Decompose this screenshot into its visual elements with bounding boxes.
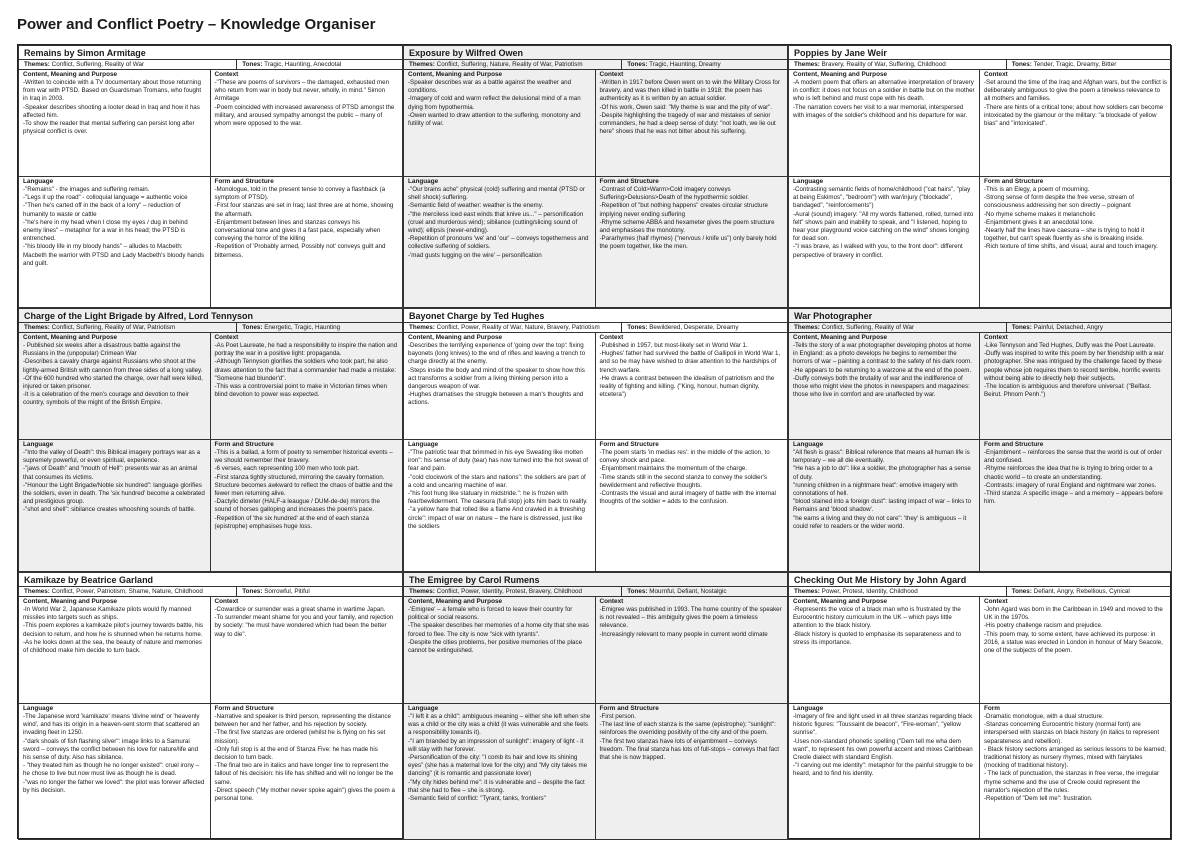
- tones: [237, 60, 402, 69]
- tones-value: Painful, Detached, Angry: [1033, 324, 1103, 331]
- cell-heading: Content, Meaning and Purpose: [23, 598, 118, 605]
- poem-meta: [19, 587, 402, 597]
- cell-text: -Imagery of fire and light used in all three stanzas regarding black historic figures: "Toussaint de beacon", "Fire-woman", "yellow sunrise". -Uses non-standard phonetic spelling ("Dem tell me wha dem want", to represent his own powerful accent and mixes Caribbean Creole dialect with standard English. -"I carving out me identity": metaphor for the painful struggle to be heard, and to find his identity.: [793, 713, 973, 778]
- themes-label: Themes:: [794, 324, 820, 331]
- cell-heading: Form and Structure: [214, 705, 274, 712]
- cell-text: -As Poet Laureate, he had a responsibility to inspire the nation and portray the war in a positive light: propaganda. -Although Tennyson glorifies the soldiers who took part, he also draws attention to the fact that a commander had made a mistake: "Someone had blunder'd". -This was a controversial point to make in Victorian times when blind devotion to power was expected.: [214, 342, 398, 399]
- content-meaning-cell: [404, 333, 596, 439]
- poem-bottom-row: [404, 177, 787, 307]
- poem-top-row: [789, 597, 1171, 704]
- poem-panel-bayonet-charge: [403, 308, 788, 572]
- form-structure-cell: [596, 440, 788, 571]
- poem-panel-remains: [18, 45, 403, 308]
- tones-value: Tragic, Haunting, Dreamy: [649, 61, 721, 68]
- themes: [789, 60, 1007, 69]
- cell-text: -Enjambment – reinforces the sense that the world is out of order and confused. -Rhyme reinforces the idea that he is trying to bring order to a chaotic world – to create an understanding. -Contrasts: imagery of rural England and nightmare war zones. -Third stanza: A specific image – and a memory – appears before him.: [984, 449, 1163, 506]
- form-structure-cell: [211, 440, 403, 571]
- poem-top-row: [789, 70, 1171, 177]
- cell-text: -Contrast of Cold>Warm>Cold imagery conveys Suffering>Delusions>Death of the hypothermic soldier. -Repetition of "but nothing happens" creates circular structure implying never ending suffering -Rhyme scheme ABBA and hexameter gives the poem structure and emphasises the monotony. -Pararhymes (half rhymes) ("nervous / knife us") only barely hold the poem together, like the men.: [599, 186, 777, 251]
- themes: [19, 587, 237, 596]
- tones: [622, 60, 787, 69]
- cell-text: -This is a ballad, a form of poetry to remember historical events – we should remember their bravery. -6 verses, each representing 100 men who took part. -First stanza tightly structured, mirroring the cavalry formation. Structure becomes awkward to reflect the chaos of battle and the fewer men returning alive. -Dactylic dimeter (HALF-a leaugue / DUM-de-de) mirrors the sound of horses galloping and increases the poem's pace. -Repetition of 'the six hundred' at the end of each stanza (epistrophe) emphasises huge loss.: [214, 449, 393, 530]
- cell-text: -Represents the voice of a black man who is frustrated by the Eurocentric history curriculum in the UK – which pays little attention to the black history. -Black history is quoted to emphasise its separateness and to stress its importance.: [793, 606, 962, 646]
- themes-value: Conflict, Power, Patriotism, Shame, Nature, Childhood: [51, 588, 203, 595]
- form-structure-cell: [211, 177, 403, 307]
- form-structure-cell: [980, 177, 1171, 307]
- cell-heading: Content, Meaning and Purpose: [793, 334, 888, 341]
- cell-text: -Set around the time of the Iraq and Afghan wars, but the conflict is deliberately ambiguous to give the poem a timeless relevance to all mothers and families. -There are hints of a critical tone; about how soldiers can become intoxicated by the glamour or the military: "a blockade of yellow bias" and "intoxicated".: [984, 79, 1167, 128]
- context-cell: [596, 70, 788, 176]
- cell-heading: Language: [23, 441, 54, 448]
- tones: [622, 587, 787, 596]
- language-cell: [404, 440, 596, 571]
- themes: [404, 60, 622, 69]
- poem-top-row: [19, 333, 402, 440]
- themes-label: Themes:: [794, 61, 820, 68]
- poem-bottom-row: [19, 440, 402, 571]
- cell-heading: Content, Meaning and Purpose: [23, 71, 118, 78]
- context-cell: [211, 333, 403, 439]
- cell-text: -"Remains" - the images and suffering remain. -"Legs it up the road" - colloquial language = authentic voice -"Then he's carted off in the back of a lorry" – reduction of humanity to waste or cattle -"he's here in my head when I close my eyes / dug in behind enemy lines" – metaphor for a war in his head; the PTSD is entrenched. -"his bloody life in my bloody hands" – alludes to Macbeth: Macbeth the warrior with PTSD and Lady Macbeth's bloody hands and guilt.: [23, 186, 205, 267]
- content-meaning-cell: [789, 597, 980, 703]
- themes: [404, 587, 622, 596]
- form-structure-cell: [980, 440, 1171, 571]
- poem-top-row: [404, 333, 787, 440]
- language-cell: [789, 704, 980, 839]
- cell-text: -Cowardice or surrender was a great shame in wartime Japan. -To surrender meant shame for you and your family, and rejection by society: "he must have wondered which had been the better way to die".: [214, 606, 394, 638]
- cell-text: -Like Tennyson and Ted Hughes, Duffy was the Poet Laureate. -Duffy was inspired to write this poem by her friendship with a war photographer. She was intrigued by the challenge faced by these people whose job requires them to record terrible, horrific events without being able to directly help their subjects. -The location is ambiguous and therefore universal: ("Belfast. Beirut. Phnom Penh."): [984, 342, 1164, 399]
- context-cell: [596, 333, 788, 439]
- cell-text: "All flesh is grass": Biblical reference that means all human life is temporary – we all die eventually. "He has a job to do": like a soldier, the photographer has a sense of duty. "running children in a nightmare heat": emotive imagery with connotations of hell. "blood stained into a foreign dust": lasting impact of war – links to Remains and 'blood shadow'. "he earns a living and they do not care": 'they' is ambiguous – it could refer to readers or the wider world.: [793, 449, 972, 530]
- cell-text: -Emigree was published in 1993. The home country of the speaker is not revealed – this ambiguity gives the poem a timeless relevance. -Increasingly relevant to many people in current world climate: [599, 606, 782, 638]
- cell-text: -"These are poems of survivors – the damaged, exhausted men who return from war in body but never, wholly, in mind." Simon Armitage -Poem coincided with increased awareness of PTSD amongst the military, and aroused sympathy amongst the public – many of whom were opposed to the war.: [214, 79, 395, 128]
- themes: [789, 323, 1007, 332]
- poem-title: Remains by Simon Armitage: [19, 46, 402, 60]
- themes-value: Power, Protest, Identity, Childhood: [821, 588, 918, 595]
- poem-panel-checking-out-me-history: [788, 572, 1172, 840]
- themes-label: Themes:: [24, 324, 50, 331]
- cell-heading: Context: [599, 598, 624, 605]
- content-meaning-cell: [404, 70, 596, 176]
- cell-heading: Context: [984, 598, 1008, 605]
- tones: [1007, 60, 1171, 69]
- cell-heading: Form and Structure: [599, 441, 659, 448]
- cell-heading: Form and Structure: [984, 178, 1044, 185]
- content-meaning-cell: [789, 333, 980, 439]
- cell-heading: Context: [214, 71, 239, 78]
- tones-label: Tones:: [627, 61, 648, 68]
- poem-meta: [789, 587, 1171, 597]
- cell-heading: Context: [599, 334, 624, 341]
- tones-value: Sorrowful, Pitiful: [264, 588, 310, 595]
- themes-label: Themes:: [409, 588, 435, 595]
- poem-title: Checking Out Me History by John Agard: [789, 573, 1171, 587]
- poem-meta: [789, 323, 1171, 333]
- tones: [1007, 323, 1171, 332]
- poem-bottom-row: [19, 177, 402, 307]
- form-structure-cell: [596, 177, 788, 307]
- cell-heading: Form: [984, 705, 1000, 712]
- cell-heading: Language: [793, 705, 824, 712]
- cell-text: -Speaker describes war as a battle against the weather and conditions. -Imagery of cold and warm reflect the delusional mind of a man dying from hypothermia. -Owen wanted to draw attention to the suffering, monotony and futility of war.: [408, 79, 581, 128]
- tones-label: Tones:: [1011, 588, 1032, 595]
- cell-heading: Language: [408, 178, 439, 185]
- themes: [19, 60, 237, 69]
- cell-heading: Context: [984, 334, 1008, 341]
- poem-bottom-row: [19, 704, 402, 839]
- cell-text: -Published in 1957, but most-likely set in World War 1. -Hughes' father had survived the battle of Gallipoli in World War 1, and so he may have wished to draw attention to the hardships of trench warfare. -He draws a contrast between the idealism of patriotism and the reality of fighting and killing. ("King, honour, human dignity, etcetera"): [599, 342, 781, 399]
- cell-text: -Written in 1917 before Owen went on to win the Military Cross for bravery, and was then killed in battle in 1918: the poem has authenticity as it is written by an actual soldier. -Of his work, Owen said: "My theme is war and the pity of war". -Despite highlighting the tragedy of war and mistakes of senior commanders, he had a deep sense of duty: "not loath, we lie out here" shows that he was not bitter about his suffering.: [599, 79, 780, 136]
- themes-value: Conflict, Suffering, Nature, Reality of War, Patriotism: [436, 61, 583, 68]
- cell-heading: Content, Meaning and Purpose: [408, 71, 503, 78]
- tones: [622, 323, 787, 332]
- cell-heading: Language: [23, 705, 54, 712]
- themes-value: Conflict, Suffering, Reality of War: [51, 61, 145, 68]
- cell-text: -Narrative and speaker is third person, representing the distance between her and her father, and his rejection by society. -The first five stanzas are ordered (whilst he is flying on his set mission). -Only full stop is at the end of Stanza Five: he has made his decision to turn back. -The final two are in italics and have longer line to represent the fallout of his decision: his life has shifted and will no longer be the same. -Direct speech ("My mother never spoke again") gives the poem a personal tone.: [214, 713, 395, 803]
- context-cell: [980, 333, 1171, 439]
- poem-top-row: [404, 597, 787, 704]
- content-meaning-cell: [19, 333, 211, 439]
- language-cell: [19, 440, 211, 571]
- language-cell: [19, 704, 211, 839]
- context-cell: [211, 70, 403, 176]
- cell-heading: Language: [793, 178, 824, 185]
- cell-text: -The poem starts 'in medias res': in the middle of the action, to convey shock and pace. -Enjambment maintains the momentum of the charge. -Time stands still in the second stanza to convey the soldier's bewilderment and reflective thoughts. -Contrasts the visual and aural imagery of battle with the internal thoughts of the soldier = adds to the confusion.: [599, 449, 776, 506]
- context-cell: [211, 597, 403, 703]
- cell-text: -John Agard was born in the Caribbean in 1949 and moved to the UK in the 1970s. -His poetry challenge racism and prejudice. -This poem may, to some extent, have achieved its purpose: in 2016, a statue was erected in London in honour of Mary Seacole, one of the subjects of the poem.: [984, 606, 1163, 655]
- cell-heading: Form and Structure: [599, 178, 659, 185]
- cell-heading: Form and Structure: [214, 441, 274, 448]
- cell-text: -Describes the terrifying experience of 'going over the top': fixing bayonets (long knives) to the end of rifles and leaving a trench to charge directly at the enemy. -Steps inside the body and mind of the speaker to show how this act transforms a soldier from a living thinking person into a dangerous weapon of war. -Hughes dramatises the struggle between a man's thoughts and actions.: [408, 342, 586, 407]
- themes-value: Conflict, Power, Identity, Protest, Bravery, Childhood: [436, 588, 583, 595]
- cell-heading: Content, Meaning and Purpose: [793, 598, 888, 605]
- cell-heading: Context: [214, 334, 239, 341]
- themes: [19, 323, 237, 332]
- tones-value: Tender, Tragic, Dreamy, Bitter: [1033, 61, 1117, 68]
- cell-heading: Form and Structure: [984, 441, 1044, 448]
- poem-panel-kamikaze: [18, 572, 403, 840]
- poem-title: The Emigree by Carol Rumens: [404, 573, 787, 587]
- content-meaning-cell: [19, 597, 211, 703]
- poem-title: Bayonet Charge by Ted Hughes: [404, 309, 787, 323]
- cell-text: -A modern poem that offers an alternative interpretation of bravery in conflict: it does not focus on a soldier in battle but on the mother who is left behind and must cope with his death. -The narration covers her visit to a war memorial, interspersed with images of the soldier's childhood and his departure for war.: [793, 79, 975, 119]
- tones-value: Energetic, Tragic, Haunting: [264, 324, 341, 331]
- cell-text: -"The patriotic tear that brimmed in his eye Sweating like molten iron": his sense of duty (tear) has now turned into the hot sweat of fear and pain. -"cold clockwork of the stars and nations": the soldiers are part of a cold and uncaring machine of war. -"his foot hung like statuary in midstride.": he is frozen with fear/bewilderment. The caesura (full stop) jolts him back to reality. -"a yellow hare that rolled like a flame And crawled in a threshing circle": impact of war on nature – the hare is distressed, just like the soldiers: [408, 449, 589, 530]
- poem-title: Kamikaze by Beatrice Garland: [19, 573, 402, 587]
- language-cell: [404, 704, 596, 839]
- cell-heading: Content, Meaning and Purpose: [23, 334, 118, 341]
- language-cell: [19, 177, 211, 307]
- cell-heading: Context: [214, 598, 239, 605]
- content-meaning-cell: [404, 597, 596, 703]
- tones: [237, 323, 402, 332]
- poem-top-row: [404, 70, 787, 177]
- poem-meta: [404, 323, 787, 333]
- tones-label: Tones:: [627, 588, 648, 595]
- cell-text: -Monologue, told in the present tense to convey a flashback (a symptom of PTSD). -First four stanzas are set in Iraq; last three are at home, showing the aftermath. -Enjambment between lines and stanzas conveys his conversational tone and gives it a fast pace, especially when conveying the horror of the killing -Repetition of 'Probably armed, Possibly not' conveys guilt and bitterness.: [214, 186, 394, 259]
- poem-panel-poppies: [788, 45, 1172, 308]
- context-cell: [980, 70, 1171, 176]
- tones-value: Bewildered, Desperate, Dreamy: [649, 324, 739, 331]
- themes-label: Themes:: [24, 588, 50, 595]
- page-title: Power and Conflict Poetry – Knowledge Organiser: [17, 16, 376, 33]
- cell-heading: Context: [984, 71, 1008, 78]
- cell-text: -Dramatic monologue, with a dual structure. -Stanzas concerning Eurocentric history (normal font) are interspersed with stanzas on black history (in italics to represent separateness and rebellion). - Black history sections arranged as serious lessons to be learned; traditional history as nursery rhymes, mixed with fairytales (mocking of traditional history). - The lack of punctuation, the stanzas in free verse, the irregular rhyme scheme and the use of Creole could represent the narrator's rejection of the rules. -Repetition of "Dem tell me": frustration.: [984, 713, 1166, 803]
- poem-top-row: [19, 70, 402, 177]
- poem-top-row: [19, 597, 402, 704]
- poem-meta: [404, 60, 787, 70]
- themes-label: Themes:: [794, 588, 820, 595]
- cell-text: -First person. -The last line of each stanza is the same (epistrophe): "sunlight": reinforces the overriding positivity of the city and of the poem. -The first two stanzas have lots of enjambment – conveys freedom. The final stanza has lots of full-stops – conveys that fact that she is now trapped.: [599, 713, 779, 762]
- poem-meta: [19, 323, 402, 333]
- poem-panel-emigree: [403, 572, 788, 840]
- poem-top-row: [789, 333, 1171, 440]
- poem-bottom-row: [789, 704, 1171, 839]
- tones-label: Tones:: [242, 588, 263, 595]
- content-meaning-cell: [789, 70, 980, 176]
- cell-heading: Content, Meaning and Purpose: [793, 71, 888, 78]
- tones-value: Mournful, Defiant, Nostalgic: [649, 588, 727, 595]
- themes: [789, 587, 1007, 596]
- poem-bottom-row: [789, 177, 1171, 307]
- poem-title: Exposure by Wilfred Owen: [404, 46, 787, 60]
- cell-heading: Language: [793, 441, 824, 448]
- tones-label: Tones:: [242, 61, 263, 68]
- cell-text: -'Emigree' – a female who is forced to leave their country for political or social reasons. -The speaker describes her memories of a home city that she was forced to flee. The city is now "sick with tyrants". -Despite the cities problems, her positive memories of the place cannot be extinguished.: [408, 606, 589, 655]
- tones: [1007, 587, 1171, 596]
- poem-bottom-row: [789, 440, 1171, 571]
- poem-meta: [404, 587, 787, 597]
- cell-heading: Context: [599, 71, 624, 78]
- language-cell: [789, 440, 980, 571]
- context-cell: [980, 597, 1171, 703]
- cell-text: -This is an Elegy, a poem of mourning. -Strong sense of form despite the free verse, stream of consciousness addressing her son directly – poignant -No rhyme scheme makes it melancholic -Enjambment gives it an anecdotal tone. -Nearly half the lines have caesura – she is trying to hold it together, but can't speak fluently as she is breaking inside. -Rich texture of time shifts, and visual, aural and touch imagery.: [984, 186, 1158, 251]
- tones-value: Tragic, Haunting, Anecdotal: [264, 61, 342, 68]
- knowledge-organiser-grid: [17, 44, 1171, 839]
- tones-label: Tones:: [627, 324, 648, 331]
- themes-label: Themes:: [24, 61, 50, 68]
- language-cell: [404, 177, 596, 307]
- tones-label: Tones:: [1011, 324, 1032, 331]
- poem-bottom-row: [404, 440, 787, 571]
- tones-label: Tones:: [242, 324, 263, 331]
- language-cell: [789, 177, 980, 307]
- themes-label: Themes:: [409, 61, 435, 68]
- cell-text: -Tells the story of a war photographer developing photos at home in England: as a photo develops he begins to remember the horrors of war – painting a contrast to the safety of his dark room. -He appears to be returning to a warzone at the end of the poem. -Duffy conveys both the brutality of war and the indifference of those who might view the photos in newspapers and magazines: those who live in comfort and are unaffected by war.: [793, 342, 972, 399]
- cell-heading: Content, Meaning and Purpose: [408, 598, 503, 605]
- poem-title: Poppies by Jane Weir: [789, 46, 1171, 60]
- form-structure-cell: [980, 704, 1171, 839]
- form-structure-cell: [211, 704, 403, 839]
- poem-meta: [789, 60, 1171, 70]
- cell-heading: Language: [408, 441, 439, 448]
- poem-meta: [19, 60, 402, 70]
- themes: [404, 323, 622, 332]
- tones-value: Defiant, Angry, Rebellious, Cynical: [1033, 588, 1130, 595]
- cell-text: -"Our brains ache" physical (cold) suffering and mental (PTSD or shell shock) suffering. -Semantic field of weather: weather is the enemy. -"the merciless iced east winds that knive us..." – personification (cruel and murderous wind); sibilance (cutting/slicing sound of wind); ellipsis (never-ending). -Repetition of pronouns 'we' and 'our' – conveys togetherness and collective suffering of soldiers. -'mad gusts tugging on the wire' – personification: [408, 186, 589, 259]
- themes-label: Themes:: [409, 324, 435, 331]
- poem-title: War Photographer: [789, 309, 1171, 323]
- themes-value: Bravery, Reality of War, Suffering, Childhood: [821, 61, 946, 68]
- context-cell: [596, 597, 788, 703]
- tones: [237, 587, 402, 596]
- cell-text: -Written to coincide with a TV documentary about those returning from war with PTSD. Based on Guardsman Tromans, who fought in Iraq in 2003. -Speaker describes shooting a looter dead in Iraq and how it has affected him. -To show the reader that mental suffering can persist long after physical conflict is over.: [23, 79, 202, 136]
- cell-heading: Form and Structure: [214, 178, 274, 185]
- content-meaning-cell: [19, 70, 211, 176]
- themes-value: Conflict, Suffering, Reality of War, Patriotism: [51, 324, 176, 331]
- poem-panel-war-photographer: [788, 308, 1172, 572]
- cell-heading: Form and Structure: [599, 705, 659, 712]
- cell-text: -Contrasting semantic fields of home/childhood ("cat hairs", "play at being Eskimos", "bedroom") with war/injury ("blockade", bandaged", "reinforcements") -Aural (sound) imagery: "All my words flattened, rolled, turned into felt" shows pain and inability to speak, and "I listened, hoping to hear your playground voice catching on the wind" shows longing for dead son. -"I was brave, as I walked with you, to the front door": different perspective of bravery in conflict.: [793, 186, 974, 259]
- cell-text: -"I left it as a child": ambiguous meaning – either she left when she was a child or the city was a child (it was vulnerable and she feels a responsibility towards it). -"I am branded by an impression of sunlight": imagery of light - it will stay with her forever. -Personification of the city: "I comb its hair and love its shining eyes" (she has a maternal love for the city) and "My city takes me dancing" (it is romantic and passionate lover) -"My city hides behind me": it is vulnerable and – despite the fact that she had to flee – she is strong. -Semantic field of conflict: "Tyrant, tanks, frontiers": [408, 713, 591, 803]
- cell-text: -"Into the valley of Death": this Biblical imagery portrays war as a supremely powerful, or even spiritual, experience. -"jaws of Death" and "mouth of Hell": presents war as an animal that consumes its victims. -"Honour the Light Brigade/Noble six hundred": language glorifies the soldiers, even in death. The 'six hundred' become a celebrated and prestigious group. -"shot and shell": sibilance creates whooshing sounds of battle.: [23, 449, 205, 514]
- poem-panel-exposure: [403, 45, 788, 308]
- cell-heading: Content, Meaning and Purpose: [408, 334, 503, 341]
- tones-label: Tones:: [1011, 61, 1032, 68]
- poem-bottom-row: [404, 704, 787, 839]
- poem-panel-light-brigade: [18, 308, 403, 572]
- cell-text: -The Japanese word 'kamikaze' means 'divine wind' or 'heavenly wind', and has its origin in a heaven-sent storm that scattered an invading fleet in 1250. -"dark shoals of fish flashing silver": image links to a Samurai sword – conveys the conflict between his love for nature/life and his sense of duty. Also has sibilance. - "they treated him as though he no longer existed": cruel irony – he chose to live but now must live as though he is dead. -"was no longer the father we loved": the pilot was forever affected by his decision.: [23, 713, 205, 794]
- form-structure-cell: [596, 704, 788, 839]
- themes-value: Conflict, Suffering, Reality of War: [821, 324, 915, 331]
- cell-heading: Language: [23, 178, 54, 185]
- cell-text: - Published six weeks after a disastrous battle against the Russians in the (unpopular) Crimean War -Describes a cavalry charge against Russians who shoot at the lightly-armed British with cannon from three sides of a long valley. -Of the 600 hundred who started the charge, over half were killed, injured or taken prisoner. -It is a celebration of the men's courage and devotion to their country, symbols of the might of the British Empire.: [23, 342, 203, 407]
- cell-text: -In World War 2, Japanese Kamikaze pilots would fly manned missiles into targets such as ships. -This poem explores a kamikaze pilot's journey towards battle, his decision to return, and how he is shunned when he returns home. -As he looks down at the sea, the beauty of nature and memories of childhood make him decide to turn back.: [23, 606, 204, 655]
- themes-value: Conflict, Power, Reality of War, Nature, Bravery, Patriotism: [436, 324, 600, 331]
- cell-heading: Language: [408, 705, 439, 712]
- poem-title: Charge of the Light Brigade by Alfred, Lord Tennyson: [19, 309, 402, 323]
